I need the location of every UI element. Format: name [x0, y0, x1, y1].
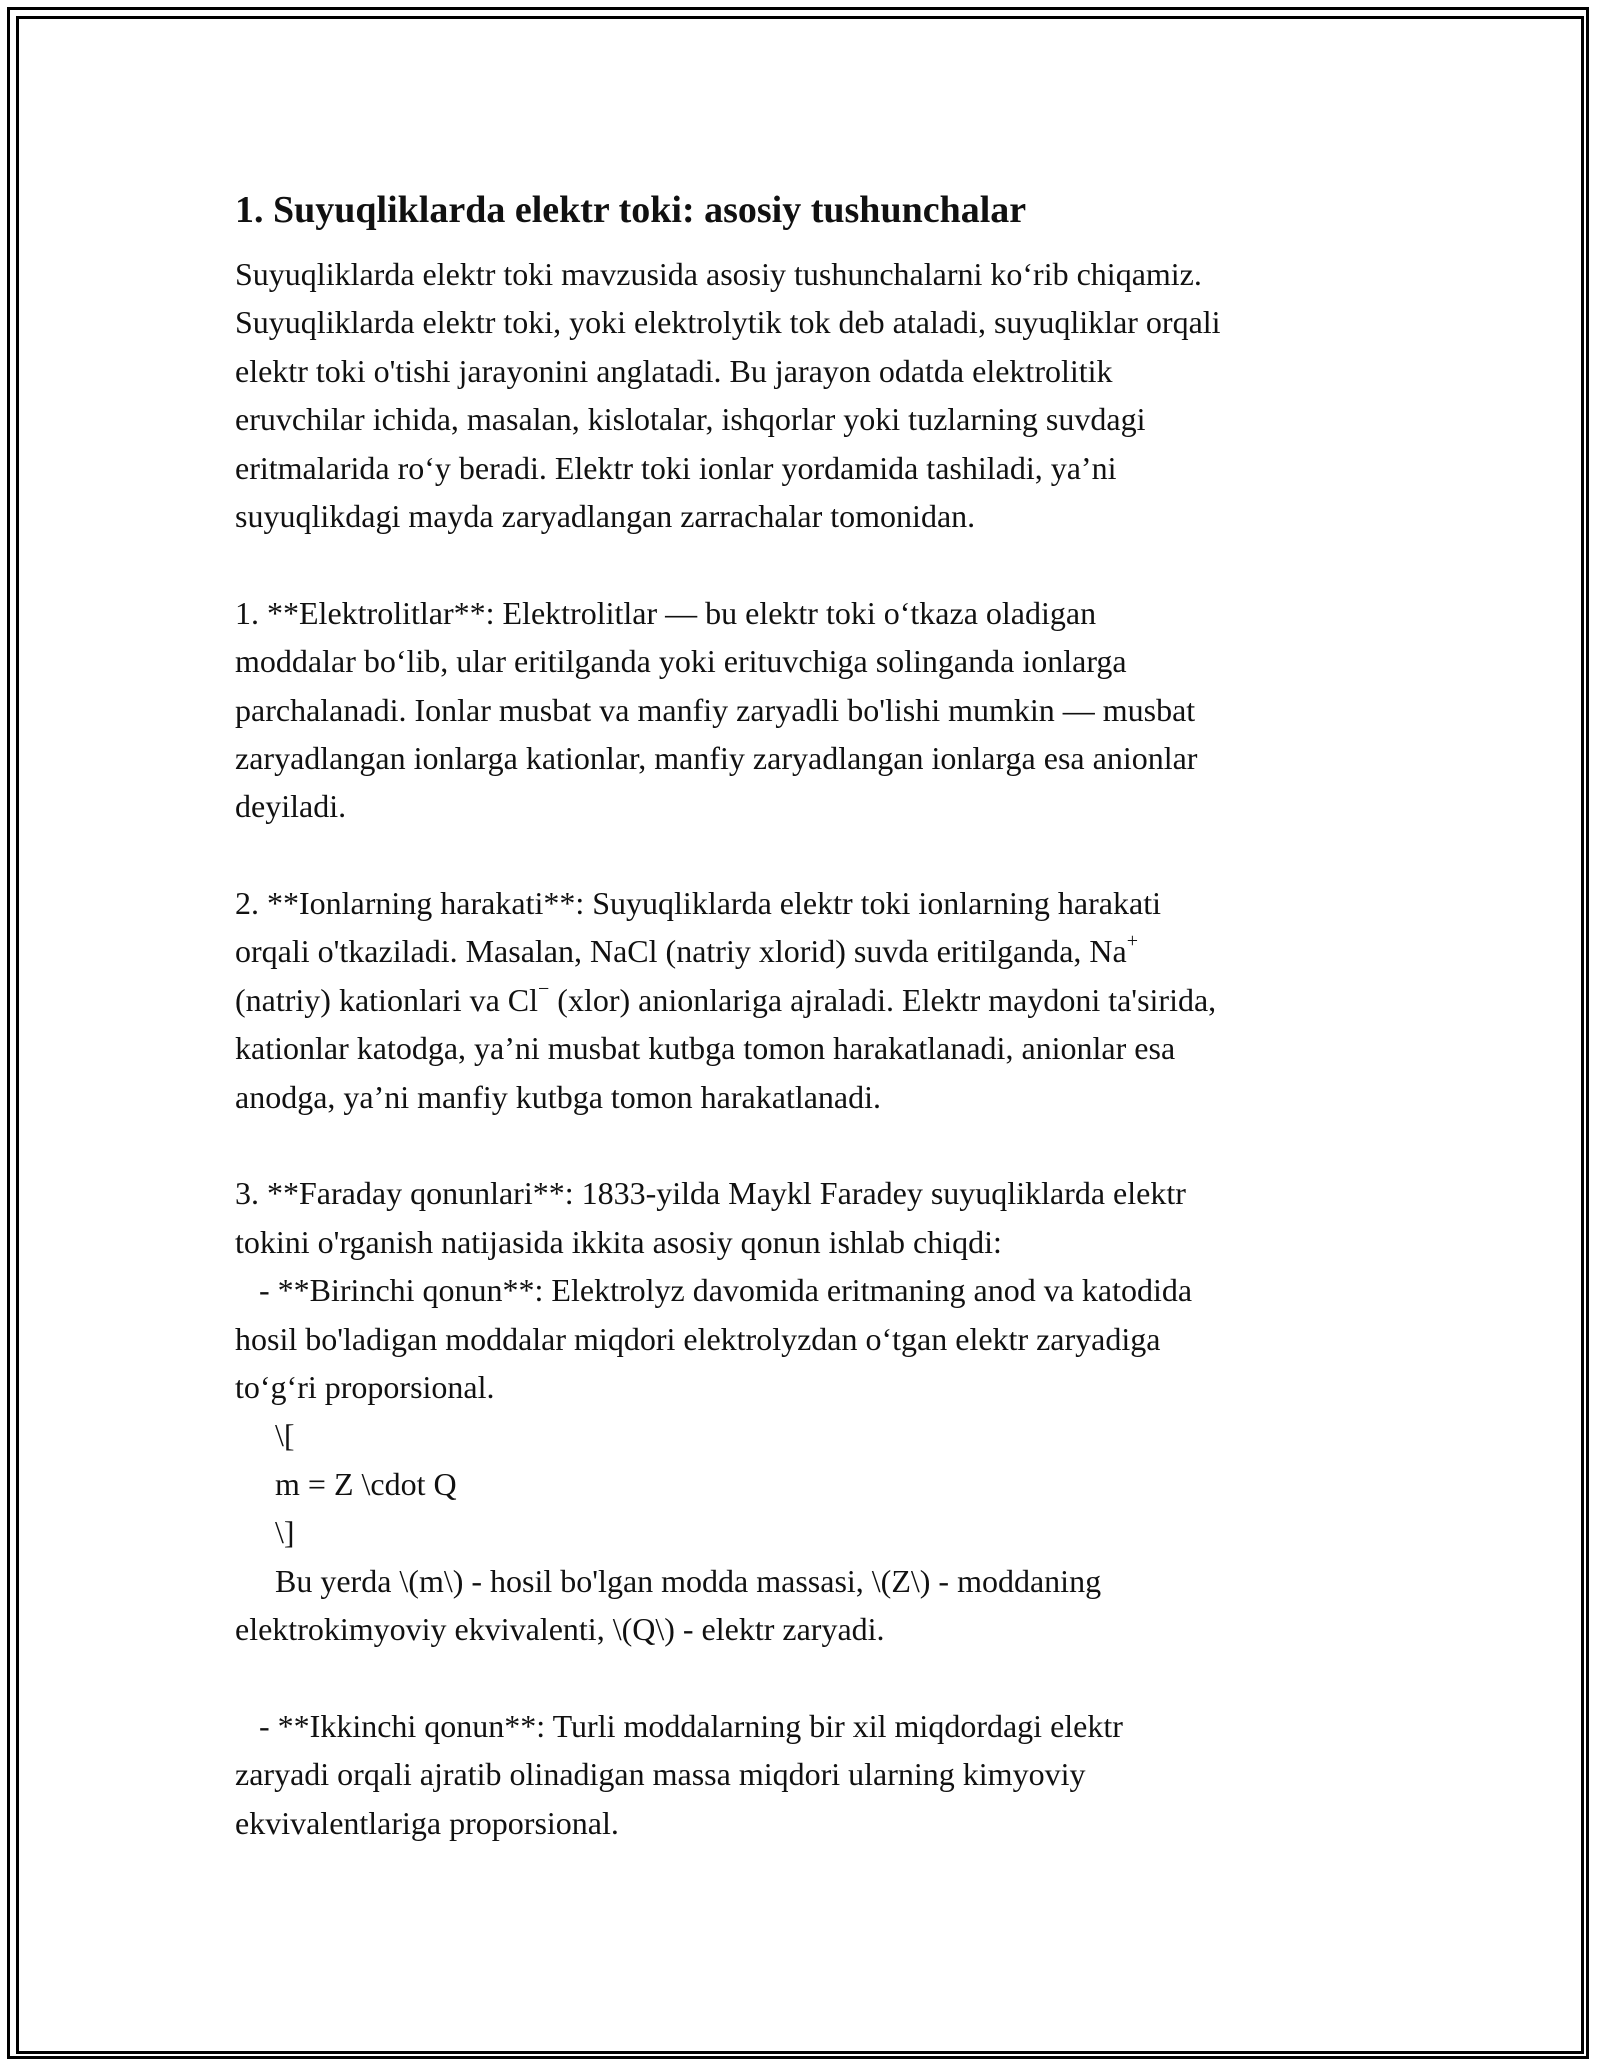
text-segment: (natriy) kationlari va Cl — [235, 981, 539, 1018]
blank-line — [235, 1121, 1375, 1169]
text-line: eritmalarida roʻy beradi. Elektr toki ionlar yordamida tashiladi, ya’ni — [235, 449, 1117, 486]
text-line: moddalar boʻlib, ular eritilganda yoki erituvchiga solinganda ionlarga — [235, 643, 1127, 680]
text-line: tokini o'rganish natijasida ikkita asosiy qonun ishlab chiqdi: — [235, 1223, 1002, 1260]
text-line: elektrokimyoviy ekvivalenti, \(Q\) - elektr zaryadi. — [235, 1610, 885, 1647]
text-line: parchalanadi. Ionlar musbat va manfiy zaryadli bo'lishi mumkin — musbat — [235, 691, 1196, 728]
text-line-cl — [235, 976, 1375, 1024]
text-line: 1. **Elektrolitlar**: Elektrolitlar — bu elektr toki oʻtkaza oladigan — [235, 594, 1097, 631]
formula-line: \[ — [235, 1417, 295, 1454]
text-line: anodga, ya’ni manfiy kutbga tomon harakatlanadi. — [235, 1078, 882, 1115]
superscript-minus: − — [538, 978, 550, 1001]
text-line: kationlar katodga, ya’ni musbat kutbga tomon harakatlanadi, anionlar esa — [235, 1030, 1176, 1067]
text-line-na — [235, 927, 1375, 975]
text-line: eruvchilar ichida, masalan, kislotalar, ishqorlar yoki tuzlarning suvdagi — [235, 401, 1146, 438]
text-line: hosil bo'ladigan moddalar miqdori elektrolyzdan oʻtgan elektr zaryadiga — [235, 1320, 1161, 1357]
text-line: zaryadi orqali ajratib olinadigan massa miqdori ularning kimyoviy — [235, 1756, 1086, 1793]
text-line: deyiladi. — [235, 788, 347, 825]
blank-line — [235, 831, 1375, 879]
formula-line: m = Z \cdot Q — [235, 1465, 457, 1502]
document-body — [235, 186, 1375, 1847]
text-line: Suyuqliklarda elektr toki mavzusida asosiy tushunchalarni koʻrib chiqamiz. — [235, 256, 1202, 292]
text-line: 3. **Faraday qonunlari**: 1833-yilda Maykl Faradey suyuqliklarda elektr — [235, 1175, 1186, 1212]
text-line: zaryadlangan ionlarga kationlar, manfiy zaryadlangan ionlarga esa anionlar — [235, 739, 1198, 776]
text-line: 2. **Ionlarning harakati**: Suyuqliklarda elektr toki ionlarning harakati — [235, 885, 1161, 922]
text-line: ekvivalentlariga proporsional. — [235, 1804, 619, 1841]
text-line: Suyuqliklarda elektr toki, yoki elektrolytik tok deb ataladi, suyuqliklar orqali — [235, 304, 1221, 341]
blank-line — [235, 540, 1375, 588]
text-line: Bu yerda \(m\) - hosil bo'lgan modda massasi, \(Z\) - moddaning — [235, 1562, 1102, 1599]
text-line: suyuqlikdagi mayda zaryadlangan zarrachalar tomonidan. — [235, 497, 976, 534]
text-segment: (xlor) anionlariga ajraladi. Elektr maydoni ta'sirida, — [549, 981, 1217, 1018]
text-line: toʻgʻri proporsional. — [235, 1368, 495, 1405]
text-segment: orqali o'tkaziladi. Masalan, NaCl (natriy xlorid) suvda eritilganda, Na — [235, 933, 1127, 970]
section-heading: 1. Suyuqliklarda elektr toki: asosiy tushunchalar — [235, 189, 1027, 231]
text-line: - **Ikkinchi qonun**: Turli moddalarning bir xil miqdordagi elektr — [235, 1707, 1123, 1744]
text-line: - **Birinchi qonun**: Elektrolyz davomida eritmaning anod va katodida — [235, 1272, 1193, 1309]
formula-line: \] — [235, 1514, 295, 1551]
blank-line — [235, 1653, 1375, 1701]
text-line: elektr toki o'tishi jarayonini anglatadi. Bu jarayon odatda elektrolitik — [235, 352, 1113, 389]
superscript-plus: + — [1126, 929, 1138, 952]
